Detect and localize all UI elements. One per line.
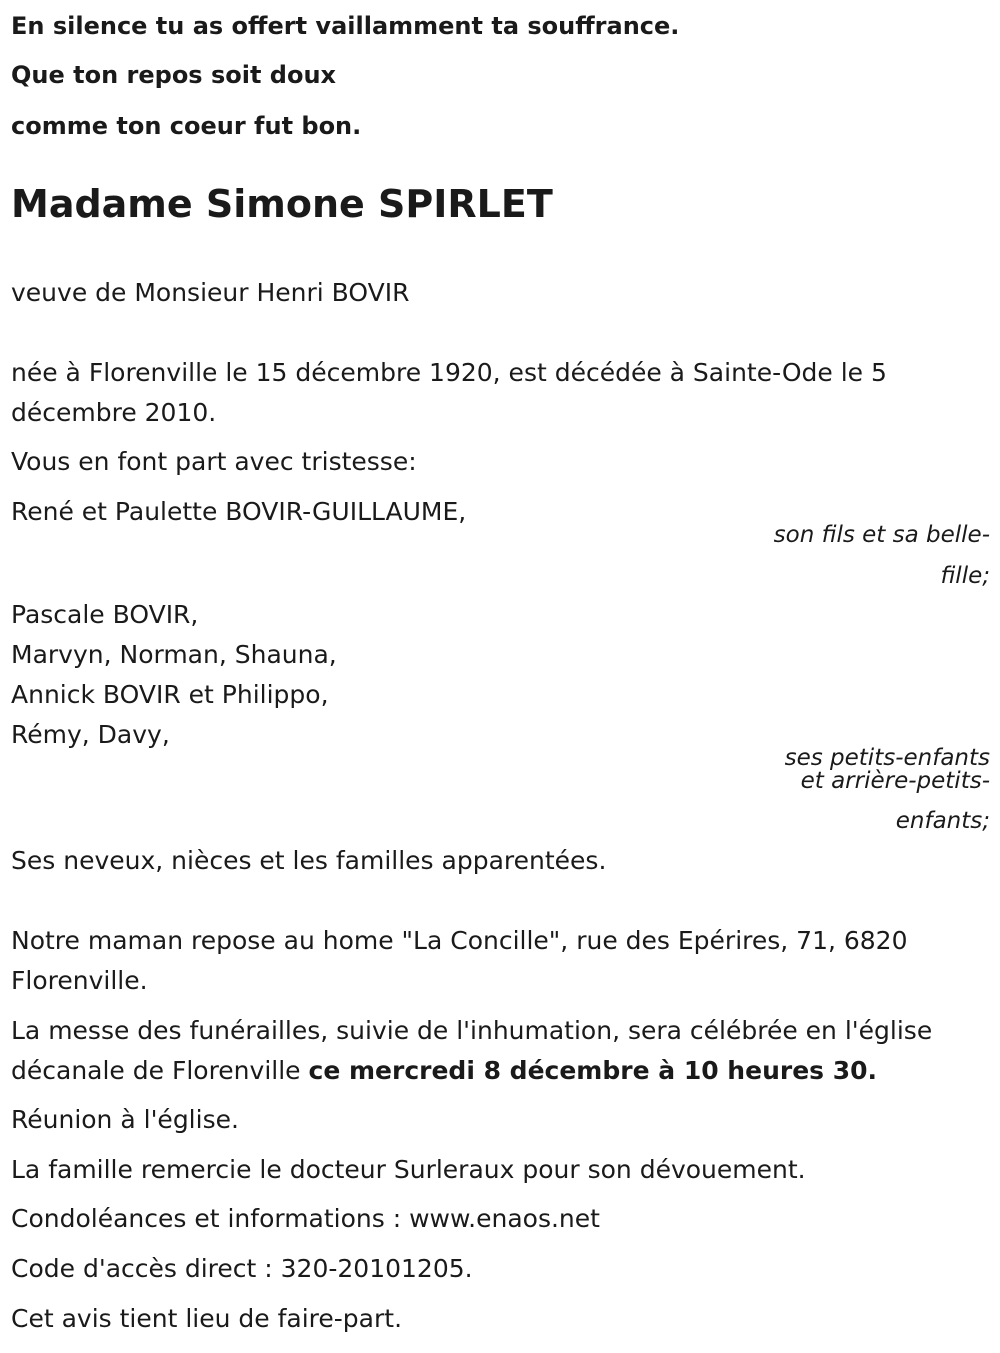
grandchild-line-1: Pascale BOVIR, xyxy=(11,600,199,629)
funeral-datetime: ce mercredi 8 décembre à 10 heures 30. xyxy=(308,1056,878,1085)
condolences-info: Condoléances et informations : www.enaos.net xyxy=(11,1204,600,1233)
funeral-line-1: La messe des funérailles, suivie de l'inhumation, sera célébrée en l'église xyxy=(11,1016,933,1045)
birth-death-line-1: née à Florenville le 15 décembre 1920, est décédée à Sainte-Ode le 5 xyxy=(11,358,887,387)
son-relation-line-2: fille; xyxy=(940,563,990,589)
other-relatives: Ses neveux, nièces et les familles apparentées. xyxy=(11,846,607,875)
grandchildren-relation-line-2: et arrière-petits- xyxy=(800,768,990,794)
funeral-line-2 xyxy=(11,1056,877,1086)
grandchild-line-4: Rémy, Davy, xyxy=(11,720,170,749)
grandchild-line-2: Marvyn, Norman, Shauna, xyxy=(11,640,337,669)
son-names: René et Paulette BOVIR-GUILLAUME, xyxy=(11,497,467,526)
grandchildren-relation-line-3: enfants; xyxy=(895,808,990,834)
verse-line-1: En silence tu as offert vaillamment ta souffrance. xyxy=(11,12,680,40)
widow-of: veuve de Monsieur Henri BOVIR xyxy=(11,278,410,307)
verse-line-2: Que ton repos soit doux xyxy=(11,61,337,89)
meeting-place: Réunion à l'église. xyxy=(11,1105,239,1134)
rest-place-line-1: Notre maman repose au home "La Concille", rue des Epérires, 71, 6820 xyxy=(11,926,908,955)
announcement-intro: Vous en font part avec tristesse: xyxy=(11,447,417,476)
son-relation-line-1: son fils et sa belle- xyxy=(773,522,990,548)
rest-place-line-2: Florenville. xyxy=(11,966,148,995)
deceased-name: Madame Simone SPIRLET xyxy=(11,182,553,226)
verse-line-3: comme ton coeur fut bon. xyxy=(11,112,362,140)
notice-statement: Cet avis tient lieu de faire-part. xyxy=(11,1304,403,1333)
grandchildren-relation-line-1: ses petits-enfants xyxy=(784,745,990,771)
funeral-place: décanale de Florenville xyxy=(11,1056,309,1085)
birth-death-line-2: décembre 2010. xyxy=(11,398,217,427)
grandchild-line-3: Annick BOVIR et Philippo, xyxy=(11,680,329,709)
thanks-note: La famille remercie le docteur Surleraux pour son dévouement. xyxy=(11,1155,806,1184)
access-code: Code d'accès direct : 320-20101205. xyxy=(11,1254,473,1283)
